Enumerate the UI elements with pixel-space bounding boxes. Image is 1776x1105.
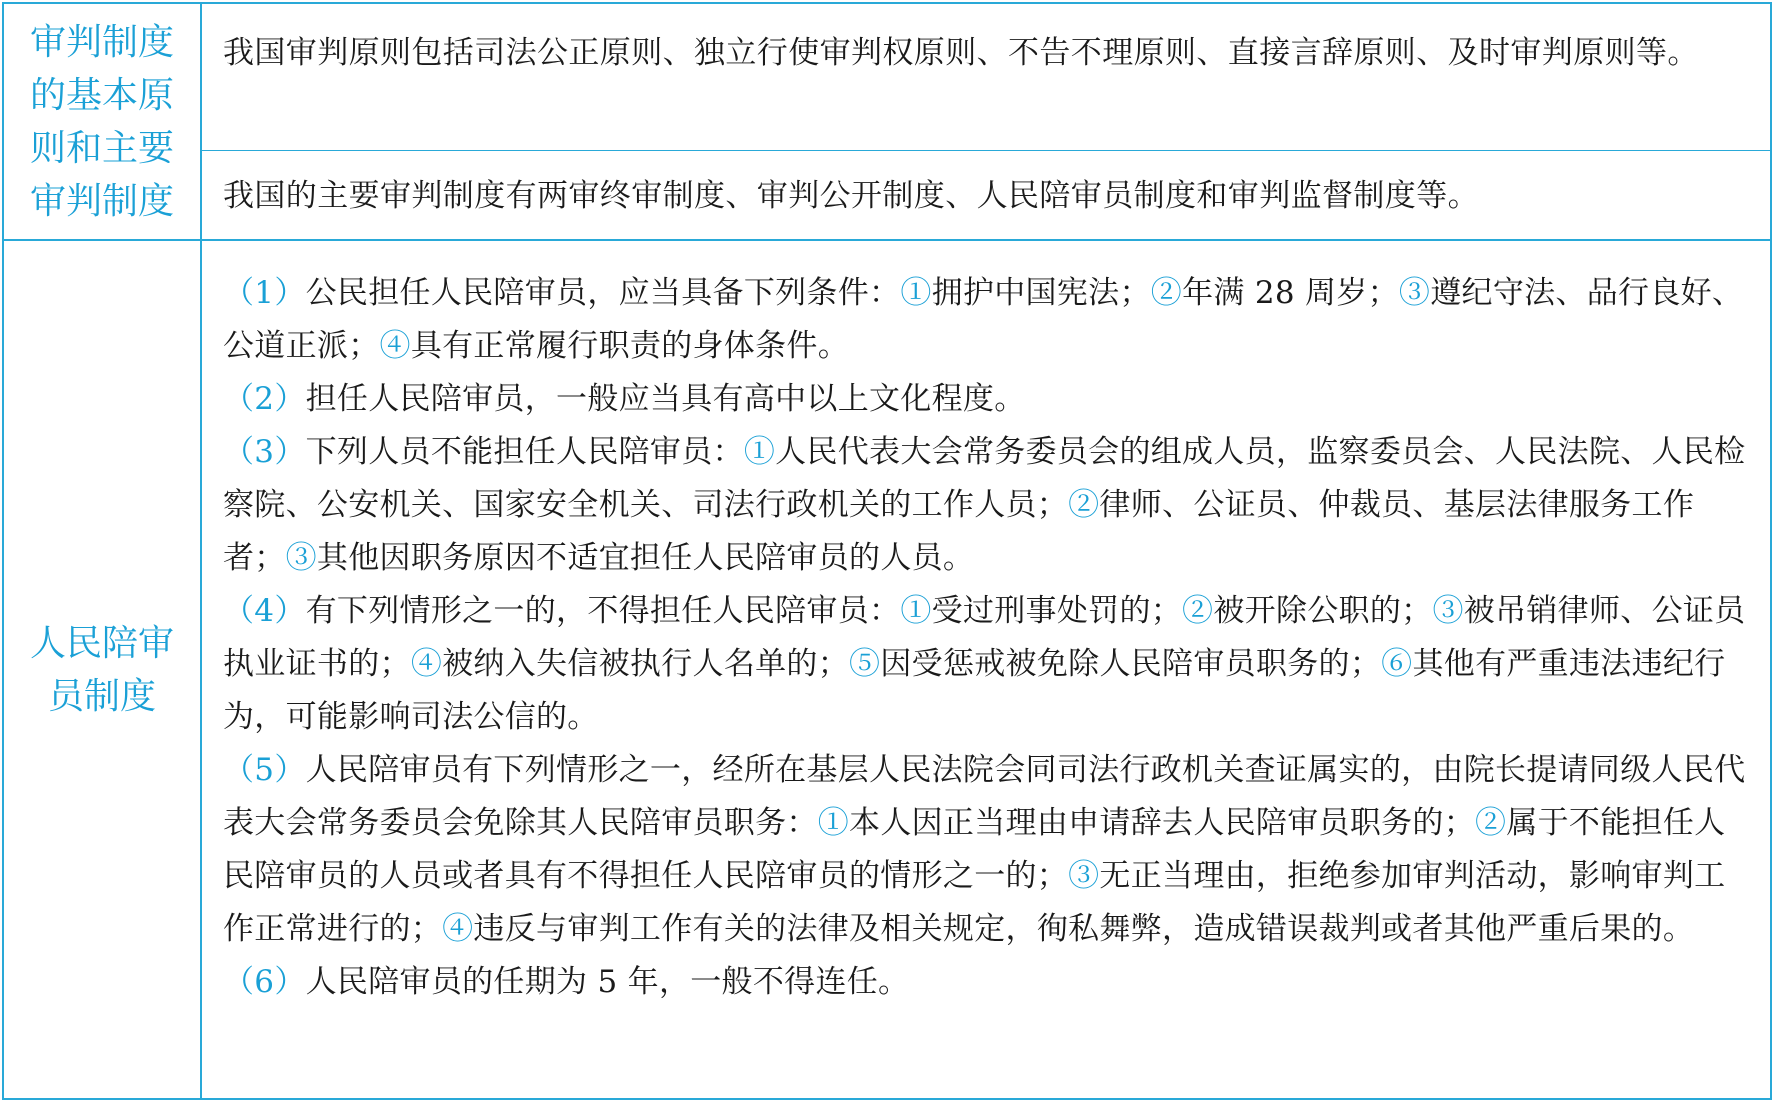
circled-marker: ③ [1398, 275, 1431, 311]
item-text: 其他因职务原因不适宜担任人民陪审员的人员。 [316, 540, 975, 576]
circled-marker: ⑥ [1381, 646, 1413, 682]
heading-line: 审判制度 [29, 180, 174, 222]
circled-marker: ④ [442, 911, 474, 947]
circled-marker: ③ [1068, 858, 1100, 894]
item-text: 下列人员不能担任人民陪审员： [305, 434, 744, 470]
item-text: 违反与审判工作有关的法律及相关规定，徇私舞弊，造成错误裁判或者其他严重后果的。 [473, 911, 1695, 947]
list-item [223, 373, 1752, 426]
item-number: （3） [223, 434, 306, 470]
circled-marker: ① [743, 434, 776, 470]
cell-main-trial-systems: 我国的主要审判制度有两审终审制度、审判公开制度、人民陪审员制度和审判监督制度等。 [223, 178, 1479, 214]
item-text: 律师、公证员、仲裁员、基层法律服务工作者； [223, 487, 1695, 576]
heading-line: 员制度 [47, 675, 156, 717]
item-text: 被开除公职的； [1213, 593, 1433, 629]
circled-marker: ② [1068, 487, 1100, 523]
circled-marker: ① [900, 275, 932, 311]
item-text: 被纳入失信被执行人名单的； [442, 646, 850, 682]
item-number: （4） [223, 593, 306, 629]
list-item [223, 267, 1752, 373]
item-text: 因受惩戒被免除人民陪审员职务的； [880, 646, 1382, 682]
item-text: 年满 28 周岁； [1182, 275, 1399, 311]
heading-line: 的基本原 [29, 74, 174, 116]
list-item [223, 956, 1752, 1009]
circled-marker: ③ [285, 540, 317, 576]
list-item [223, 585, 1752, 744]
item-text: 遵纪守法、品行良好、公道正派； [223, 275, 1744, 364]
list-item [223, 744, 1752, 956]
circled-marker: ① [900, 593, 932, 629]
item-text: 其他有严重违法违纪行为，可能影响司法公信的。 [223, 646, 1726, 735]
item-text: 属于不能担任人民陪审员的人员或者具有不得担任人民陪审员的情形之一的； [223, 805, 1726, 894]
heading-line: 审判制度 [29, 21, 174, 63]
column-divider [200, 4, 202, 1098]
item-number: （2） [223, 381, 306, 417]
circled-marker: ③ [1432, 593, 1464, 629]
row-heading-people-assessor [4, 241, 200, 1098]
item-text: 具有正常履行职责的身体条件。 [410, 328, 850, 364]
item-text: 无正当理由，拒绝参加审判活动，影响审判工作正常进行的； [223, 858, 1726, 947]
circled-marker: ② [1182, 593, 1214, 629]
circled-marker: ④ [379, 328, 411, 364]
item-text: 被吊销律师、公证员执业证书的； [223, 593, 1746, 682]
item-text: 有下列情形之一的，不得担任人民陪审员： [305, 593, 901, 629]
circled-marker: ① [817, 805, 850, 841]
circled-marker: ⑤ [849, 646, 881, 682]
item-text: 人民陪审员有下列情形之一，经所在基层人民法院会同司法行政机关查证属实的，由院长提请同级人民代表大会常务委员会免除其人民陪审员职务： [223, 752, 1746, 841]
item-text: 受过刑事处罚的； [931, 593, 1183, 629]
item-number: （6） [223, 964, 306, 1000]
heading-line: 人民陪审 [29, 622, 174, 664]
list-item [223, 426, 1752, 585]
item-number: （5） [223, 752, 306, 788]
item-text: 人民代表大会常务委员会的组成人员，监察委员会、人民法院、人民检察院、公安机关、国家安全机关、司法行政机关的工作人员； [223, 434, 1746, 523]
row-divider [4, 239, 1770, 241]
item-text: 本人因正当理由申请辞去人民陪审员职务的； [849, 805, 1476, 841]
item-text: 担任人民陪审员，一般应当具有高中以上文化程度。 [305, 381, 1026, 417]
inner-row-divider [202, 150, 1770, 151]
heading-line: 则和主要 [29, 127, 174, 169]
row-heading-trial-principles [4, 4, 200, 239]
item-text: 人民陪审员的任期为 5 年，一般不得连任。 [305, 964, 910, 1000]
item-text: 公民担任人民陪审员，应当具备下列条件： [305, 275, 901, 311]
item-text: 拥护中国宪法； [931, 275, 1151, 311]
circled-marker: ② [1475, 805, 1507, 841]
circled-marker: ② [1150, 275, 1183, 311]
principles-table [2, 2, 1772, 1100]
cell-trial-principles: 我国审判原则包括司法公正原则、独立行使审判权原则、不告不理原则、直接言辞原则、及时审判原则等。 [223, 35, 1699, 71]
assessor-items [223, 267, 1752, 1009]
item-number: （1） [223, 275, 306, 311]
circled-marker: ④ [410, 646, 443, 682]
